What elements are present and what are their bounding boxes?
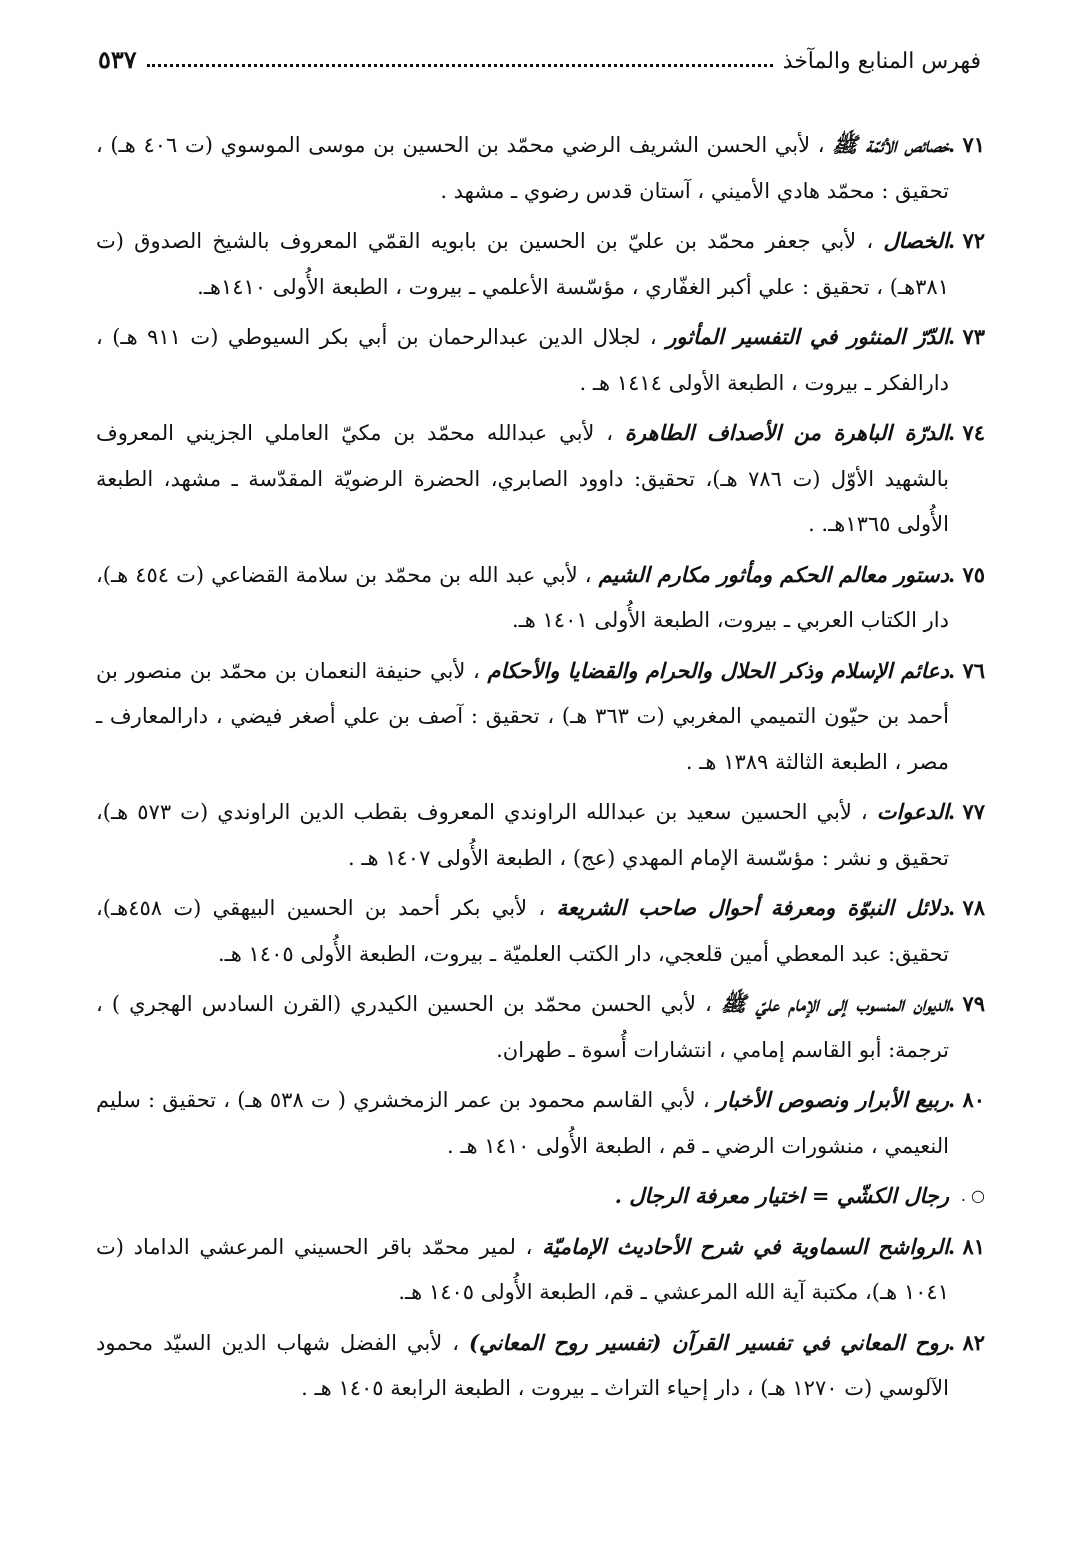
bibliography-list [96, 122, 985, 1416]
entry-body: ، لأبي القاسم محمود بن عمر الزمخشري ( ت ٥٣٨ هـ) ، تحقيق : سليم النعيمي ، منشورات الرضي ـ قم ، الطبعة الأُولى ١٤١٠ هـ . [96, 1088, 949, 1158]
running-title: فهرس المنابع والمآخذ [782, 49, 981, 74]
bibliography-entry [96, 1320, 985, 1412]
bibliography-entry [96, 1077, 985, 1169]
entry-number: ٧٩ . [947, 991, 985, 1016]
entry-body: ، لأبي الفضل شهاب الدين السيّد محمود الآلوسي (ت ١٢٧٠ هـ) ، دار إحياء التراث ـ بيروت ، الطبعة الرابعة ١٤٠٥ هـ . [96, 1330, 949, 1400]
entry-number: ٨٠ . [947, 1087, 985, 1112]
bibliography-entry [96, 648, 985, 786]
entry-number: ٧٤ . [947, 420, 985, 445]
entry-title: الدّرّ المنثور في التفسير المأثور [666, 324, 949, 349]
entry-body: ، لأبي الحسين سعيد بن عبدالله الراوندي المعروف بقطب الدين الراوندي (ت ٥٧٣ هـ)، تحقيق و نشر : مؤسّسة الإمام المهدي (عج) ، الطبعة الأُولى ١٤٠٧ هـ . [96, 800, 949, 870]
entry-body: ، لأبي الحسن الشريف الرضي محمّد بن الحسين بن موسى الموسوي (ت ٤٠٦ هـ) ، تحقيق : محمّد هادي الأميني ، آستان قدس رضوي ـ مشهد . [96, 133, 949, 203]
entry-title: روح المعاني في تفسير القرآن (تفسير روح المعاني) [469, 1329, 949, 1355]
entry-number: ٧١ . [947, 132, 985, 157]
bibliography-entry [96, 981, 985, 1073]
entry-title: رجال الكشّي = اختيار معرفة الرجال . [614, 1183, 949, 1208]
entry-number: ٧٦ . [947, 657, 985, 683]
entry-title: دستور معالم الحكم ومأثور مكارم الشيم [598, 561, 949, 587]
entry-title: الخصال [883, 228, 949, 253]
entry-number: ٧٥ . [947, 561, 985, 587]
entry-title: الدرّة الباهرة من الأصداف الطاهرة [624, 420, 949, 445]
entry-title: خصائص الأئمّة ﷺ [832, 132, 949, 157]
entry-title: الرواشح السماوية في شرح الأحاديث الإماميّة [542, 1233, 950, 1259]
bibliography-entry [96, 885, 985, 977]
entry-body: ، لأبي بكر أحمد بن الحسين البيهقي (ت ٤٥٨هـ)، تحقيق: عبد المعطي أمين قلعجي، دار الكتب العلميّة ـ بيروت، الطبعة الأُولى ١٤٠٥ هـ. [96, 896, 949, 966]
entry-body: ، لأبي عبد الله بن محمّد بن سلامة القضاعي (ت ٤٥٤ هـ)، دار الكتاب العربي ـ بيروت، الطبعة الأُولى ١٤٠١ هـ. [96, 562, 949, 632]
entry-title: الدعوات [876, 799, 949, 824]
bibliography-entry [96, 122, 985, 214]
entry-title: دلائل النبوّة ومعرفة أحوال صاحب الشريعة [556, 895, 949, 920]
bibliography-entry [96, 789, 985, 881]
entry-body: ، لجلال الدين عبدالرحمان بن أبي بكر السيوطي (ت ٩١١ هـ) ، دارالفكر ـ بيروت ، الطبعة الأولى ١٤١٤ هـ . [96, 325, 949, 395]
entry-body: ، لأبي عبدالله محمّد بن مكيّ العاملي الجزيني المعروف بالشهيد الأوّل (ت ٧٨٦ هـ)، تحقيق: داوود الصابري، الحضرة الرضويّة المقدّسة ـ مشهد، الطبعة الأُولى ١٣٦٥هـ. . [96, 421, 949, 536]
bibliography-entry [96, 1224, 985, 1316]
leader-dots [147, 64, 773, 67]
bibliography-entry [96, 410, 985, 548]
bibliography-entry [96, 218, 985, 310]
entry-number: ٧٢ . [947, 228, 985, 253]
entry-number: ٧٣ . [947, 324, 985, 349]
circle-bullet-icon: ○ . [960, 1186, 985, 1205]
entry-title: دعائم الإسلام وذكر الحلال والحرام والقضايا والأحكام [487, 657, 949, 683]
entry-body: ، لأبي جعفر محمّد بن عليّ بن الحسين بن بابويه القمّي المعروف بالشيخ الصدوق (ت ٣٨١هـ) ، تحقيق : علي أكبر الغفّاري ، مؤسّسة الأعلمي ـ بيروت ، الطبعة الأُولى ١٤١٠هـ. [96, 229, 949, 299]
entry-number: ٧٧ . [947, 799, 985, 824]
entry-number: ٨١ . [947, 1233, 985, 1259]
bibliography-entry [96, 552, 985, 644]
page-header [98, 34, 981, 74]
entry-body: ، لأبي الحسن محمّد بن الحسين الكيدري (القرن السادس الهجري ) ، ترجمة: أبو القاسم إمامي ، انتشارات أُسوة ـ طهران. [96, 992, 949, 1062]
page-number: ٥٣٧ [98, 45, 137, 74]
entry-title: الديوان المنسوب إلى الإمام عليّ ﷺ [720, 991, 950, 1016]
entry-body: ، لمير محمّد باقر الحسيني المرعشي الداماد (ت ١٠٤١ هـ)، مكتبة آية الله المرعشي ـ قم، الطبعة الأُولى ١٤٠٥ هـ. [96, 1234, 949, 1304]
cross-reference-entry [96, 1173, 985, 1220]
entry-number: ٨٢ . [947, 1329, 985, 1355]
entry-body: ، لأبي حنيفة النعمان بن محمّد بن منصور بن أحمد بن حيّون التميمي المغربي (ت ٣٦٣ هـ) ، تحقيق : آصف بن علي أصغر فيضي ، دارالمعارف ـ مصر ، الطبعة الثالثة ١٣٨٩ هـ . [96, 658, 949, 774]
bibliography-entry [96, 314, 985, 406]
entry-number: ٧٨ . [947, 895, 985, 920]
entry-title: ربيع الأبرار ونصوص الأخبار [716, 1087, 949, 1112]
